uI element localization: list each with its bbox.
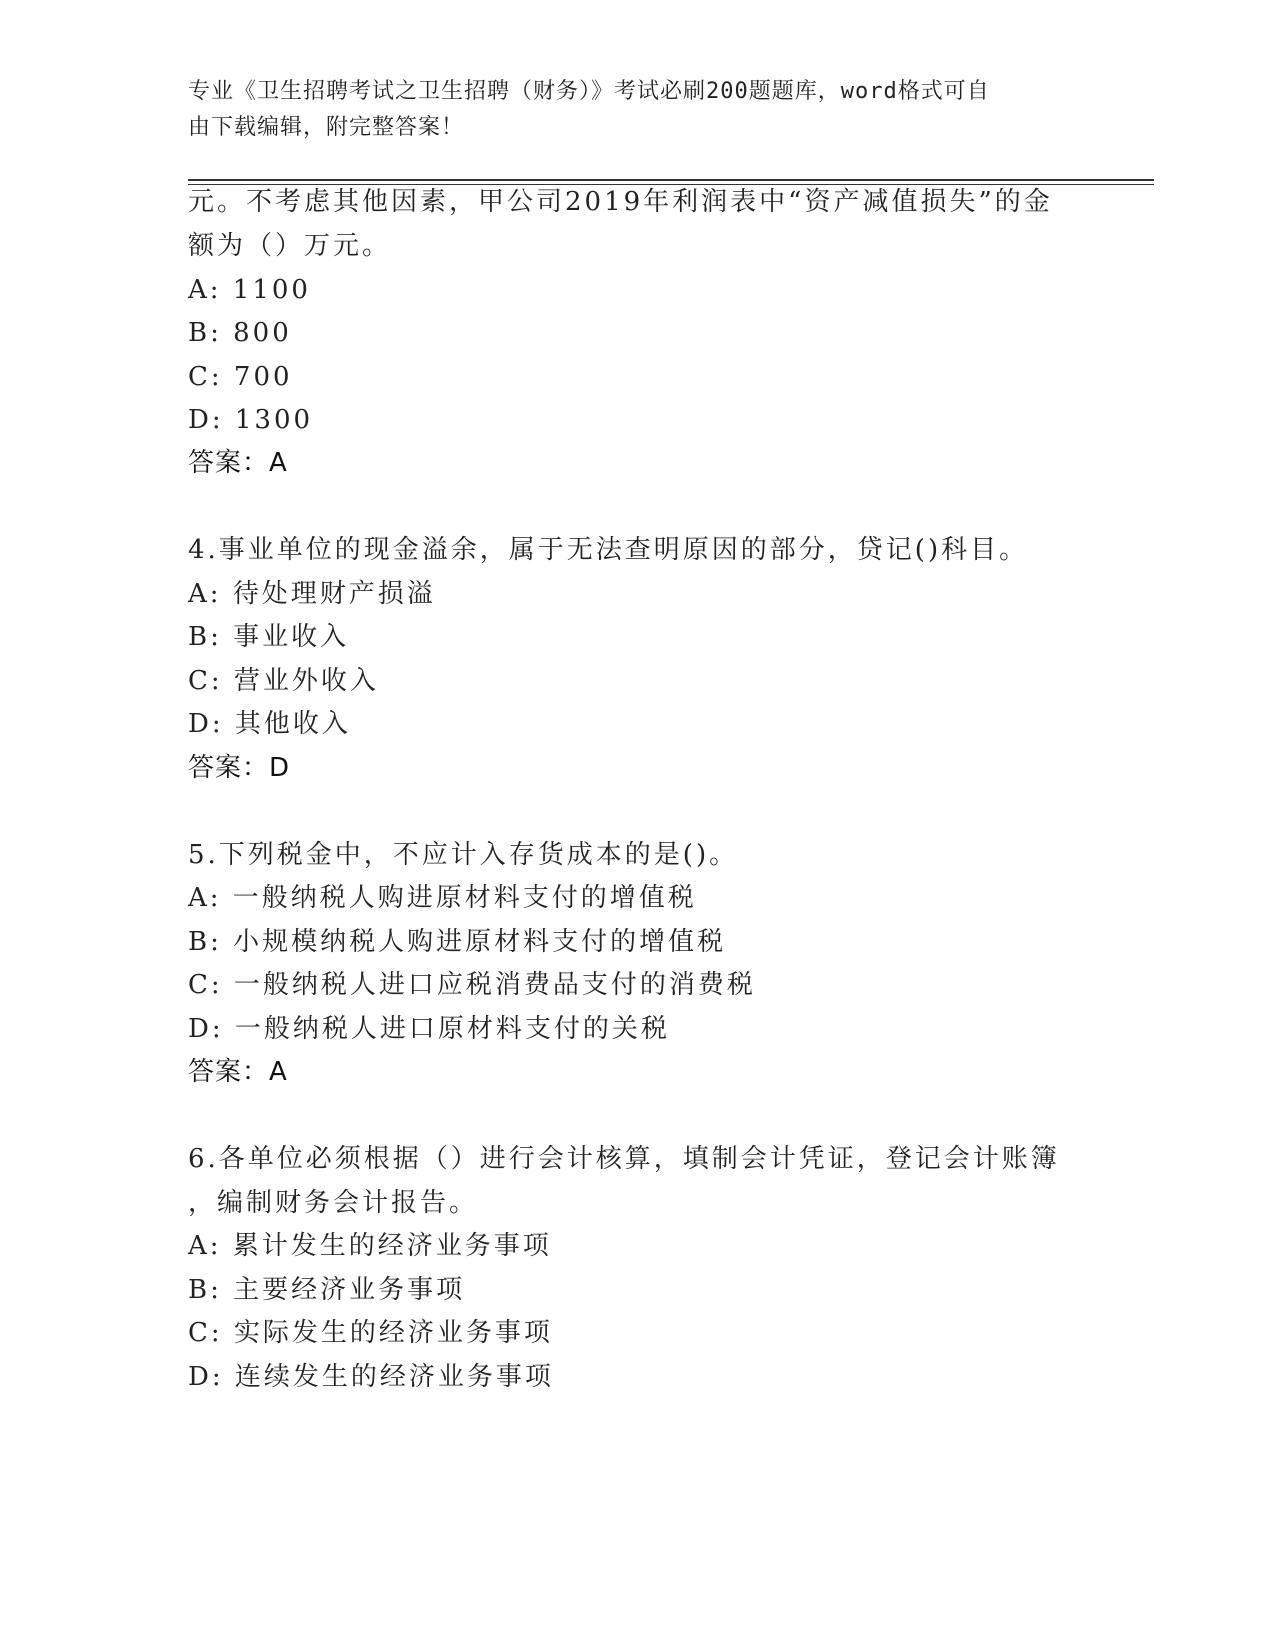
q6-option-d: D: 连续发生的经济业务事项 (188, 1362, 554, 1392)
q6-option-a: A: 累计发生的经济业务事项 (188, 1231, 552, 1261)
q3-option-a: A: 1100 (188, 275, 311, 305)
q3-option-c: C: 700 (188, 362, 293, 392)
q4-text-line-1: 4.事业单位的现金溢余，属于无法查明原因的部分，贷记()科目。 (188, 535, 1029, 565)
header-line-2: 由下载编辑，附完整答案！ (188, 115, 465, 140)
q4-answer: 答案：D (188, 753, 291, 783)
document-header (188, 74, 1068, 146)
q6-option-c: C: 实际发生的经济业务事项 (188, 1318, 553, 1348)
q4-option-b: B: 事业收入 (188, 622, 350, 652)
q4-option-a: A: 待处理财产损溢 (188, 579, 436, 609)
q3-option-b: B: 800 (188, 318, 292, 348)
q5-option-d: D: 一般纳税人进口原材料支付的关税 (188, 1014, 670, 1044)
q5-option-b: B: 小规模纳税人购进原材料支付的增值税 (188, 927, 727, 957)
q3-text-line-1: 元。不考虑其他因素，甲公司2019年利润表中“资产减值损失”的金 (188, 187, 1053, 217)
header-divider-thick (188, 179, 1154, 181)
q3-option-d: D: 1300 (188, 405, 314, 435)
q4-option-d: D: 其他收入 (188, 709, 351, 739)
q5-option-c: C: 一般纳税人进口应税消费品支付的消费税 (188, 970, 756, 1000)
q5-option-a: A: 一般纳税人购进原材料支付的增值税 (188, 883, 697, 913)
q6-text-line-1: 6.各单位必须根据（）进行会计核算，填制会计凭证，登记会计账簿 (188, 1144, 1060, 1174)
q3-answer: 答案：A (188, 448, 288, 478)
q6-text-line-2: ，编制财务会计报告。 (188, 1188, 479, 1218)
q6-option-b: B: 主要经济业务事项 (188, 1275, 466, 1305)
header-line-1: 专业《卫生招聘考试之卫生招聘（财务）》考试必刷200题题库，word格式可自 (188, 79, 990, 104)
q5-answer: 答案：A (188, 1057, 288, 1087)
q4-option-c: C: 营业外收入 (188, 666, 379, 696)
q5-text-line-1: 5.下列税金中，不应计入存货成本的是()。 (188, 840, 739, 870)
q3-text-line-2: 额为（）万元。 (188, 231, 392, 261)
